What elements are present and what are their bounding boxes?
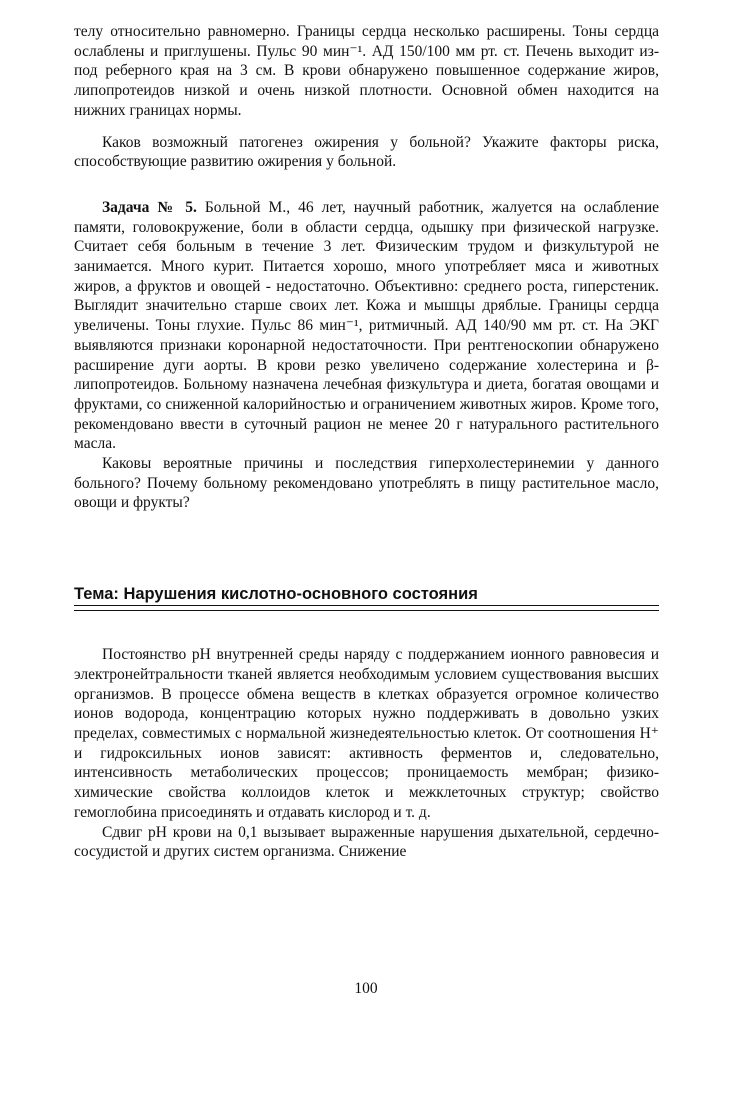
- topic-heading: [74, 584, 659, 611]
- task5-label: Задача № 5.: [102, 198, 197, 216]
- page-content: [74, 22, 659, 862]
- task5-paragraph: [74, 198, 659, 454]
- topic-title: Тема: Нарушения кислотно-основного состояния: [74, 585, 478, 604]
- topic-paragraph-1: Постоянство pH внутренней среды наряду с поддержанием ионного равновесия и электронейтральности тканей является необходимым условием существования высших организмов. В процессе обмена веществ в клетках образуется огромное количество ионов водорода, концентрацию которых нужно поддерживать в довольно узких пределах, совместимых с нормальной жизнедеятельностью клеток. От соотношения H⁺ и гидроксильных ионов зависят: активность ферментов и, следовательно, интенсивность метаболических процессов; проницаемость мембран; физико-химические свойства коллоидов клеток и межклеточных структур; свойство гемоглобина присоединять и отдавать кислород и т. д.: [74, 646, 659, 821]
- top-paragraph: телу относительно равномерно. Границы сердца несколько расширены. Тоны сердца ослаблены и приглушены. Пульс 90 мин⁻¹. АД 150/100 мм рт. ст. Печень выходит из-под реберного края на 3 см. В крови обнаружено повышенное содержание жиров, липопротеидов низкой и очень низкой плотности. Основной обмен находится на нижних границах нормы.: [74, 23, 659, 119]
- heading-rule-bottom: [74, 610, 659, 611]
- task5-question: Каковы вероятные причины и последствия гиперхолестеринемии у данного больного? Почему больному рекомендовано употреблять в пищу растительное масло, овощи и фрукты?: [74, 455, 659, 512]
- topic-paragraph-2: Сдвиг pH крови на 0,1 вызывает выраженные нарушения дыхательной, сердечно-сосудистой и других систем организма. Снижение: [74, 823, 659, 861]
- task4-question: Каков возможный патогенез ожирения у больной? Укажите факторы риска, способствующие развитию ожирения у больной.: [74, 133, 659, 171]
- page-number: 100: [354, 980, 378, 997]
- task5-text: Больной М., 46 лет, научный работник, жалуется на ослабление памяти, головокружение, боли в области сердца, одышку при физической нагрузке. Считает себя больным в течение 3 лет. Физическим трудом и физкультурой не занимается. Много курит. Питается хорошо, много употребляет мяса и животных жиров, а фруктов и овощей - недостаточно. Объективно: среднего роста, гиперстеник. Выглядит значительно старше своих лет. Кожа и мышцы дряблые. Границы сердца увеличены. Тоны глухие. Пульс 86 мин⁻¹, ритмичный. АД 140/90 мм рт. ст. На ЭКГ выявляются признаки коронарной недостаточности. При рентгеноскопии обнаружено расширение дуги аорты. В крови резко увеличено содержание холестерина и β-липопротеидов. Больному назначена лечебная физкультура и диета, богатая овощами и фруктами, со сниженной калорийностью и ограничением животных жиров. Кроме того, рекомендовано ввести в суточный рацион не менее 20 г натурального растительного масла.: [74, 198, 660, 453]
- heading-rule-top: [74, 605, 659, 606]
